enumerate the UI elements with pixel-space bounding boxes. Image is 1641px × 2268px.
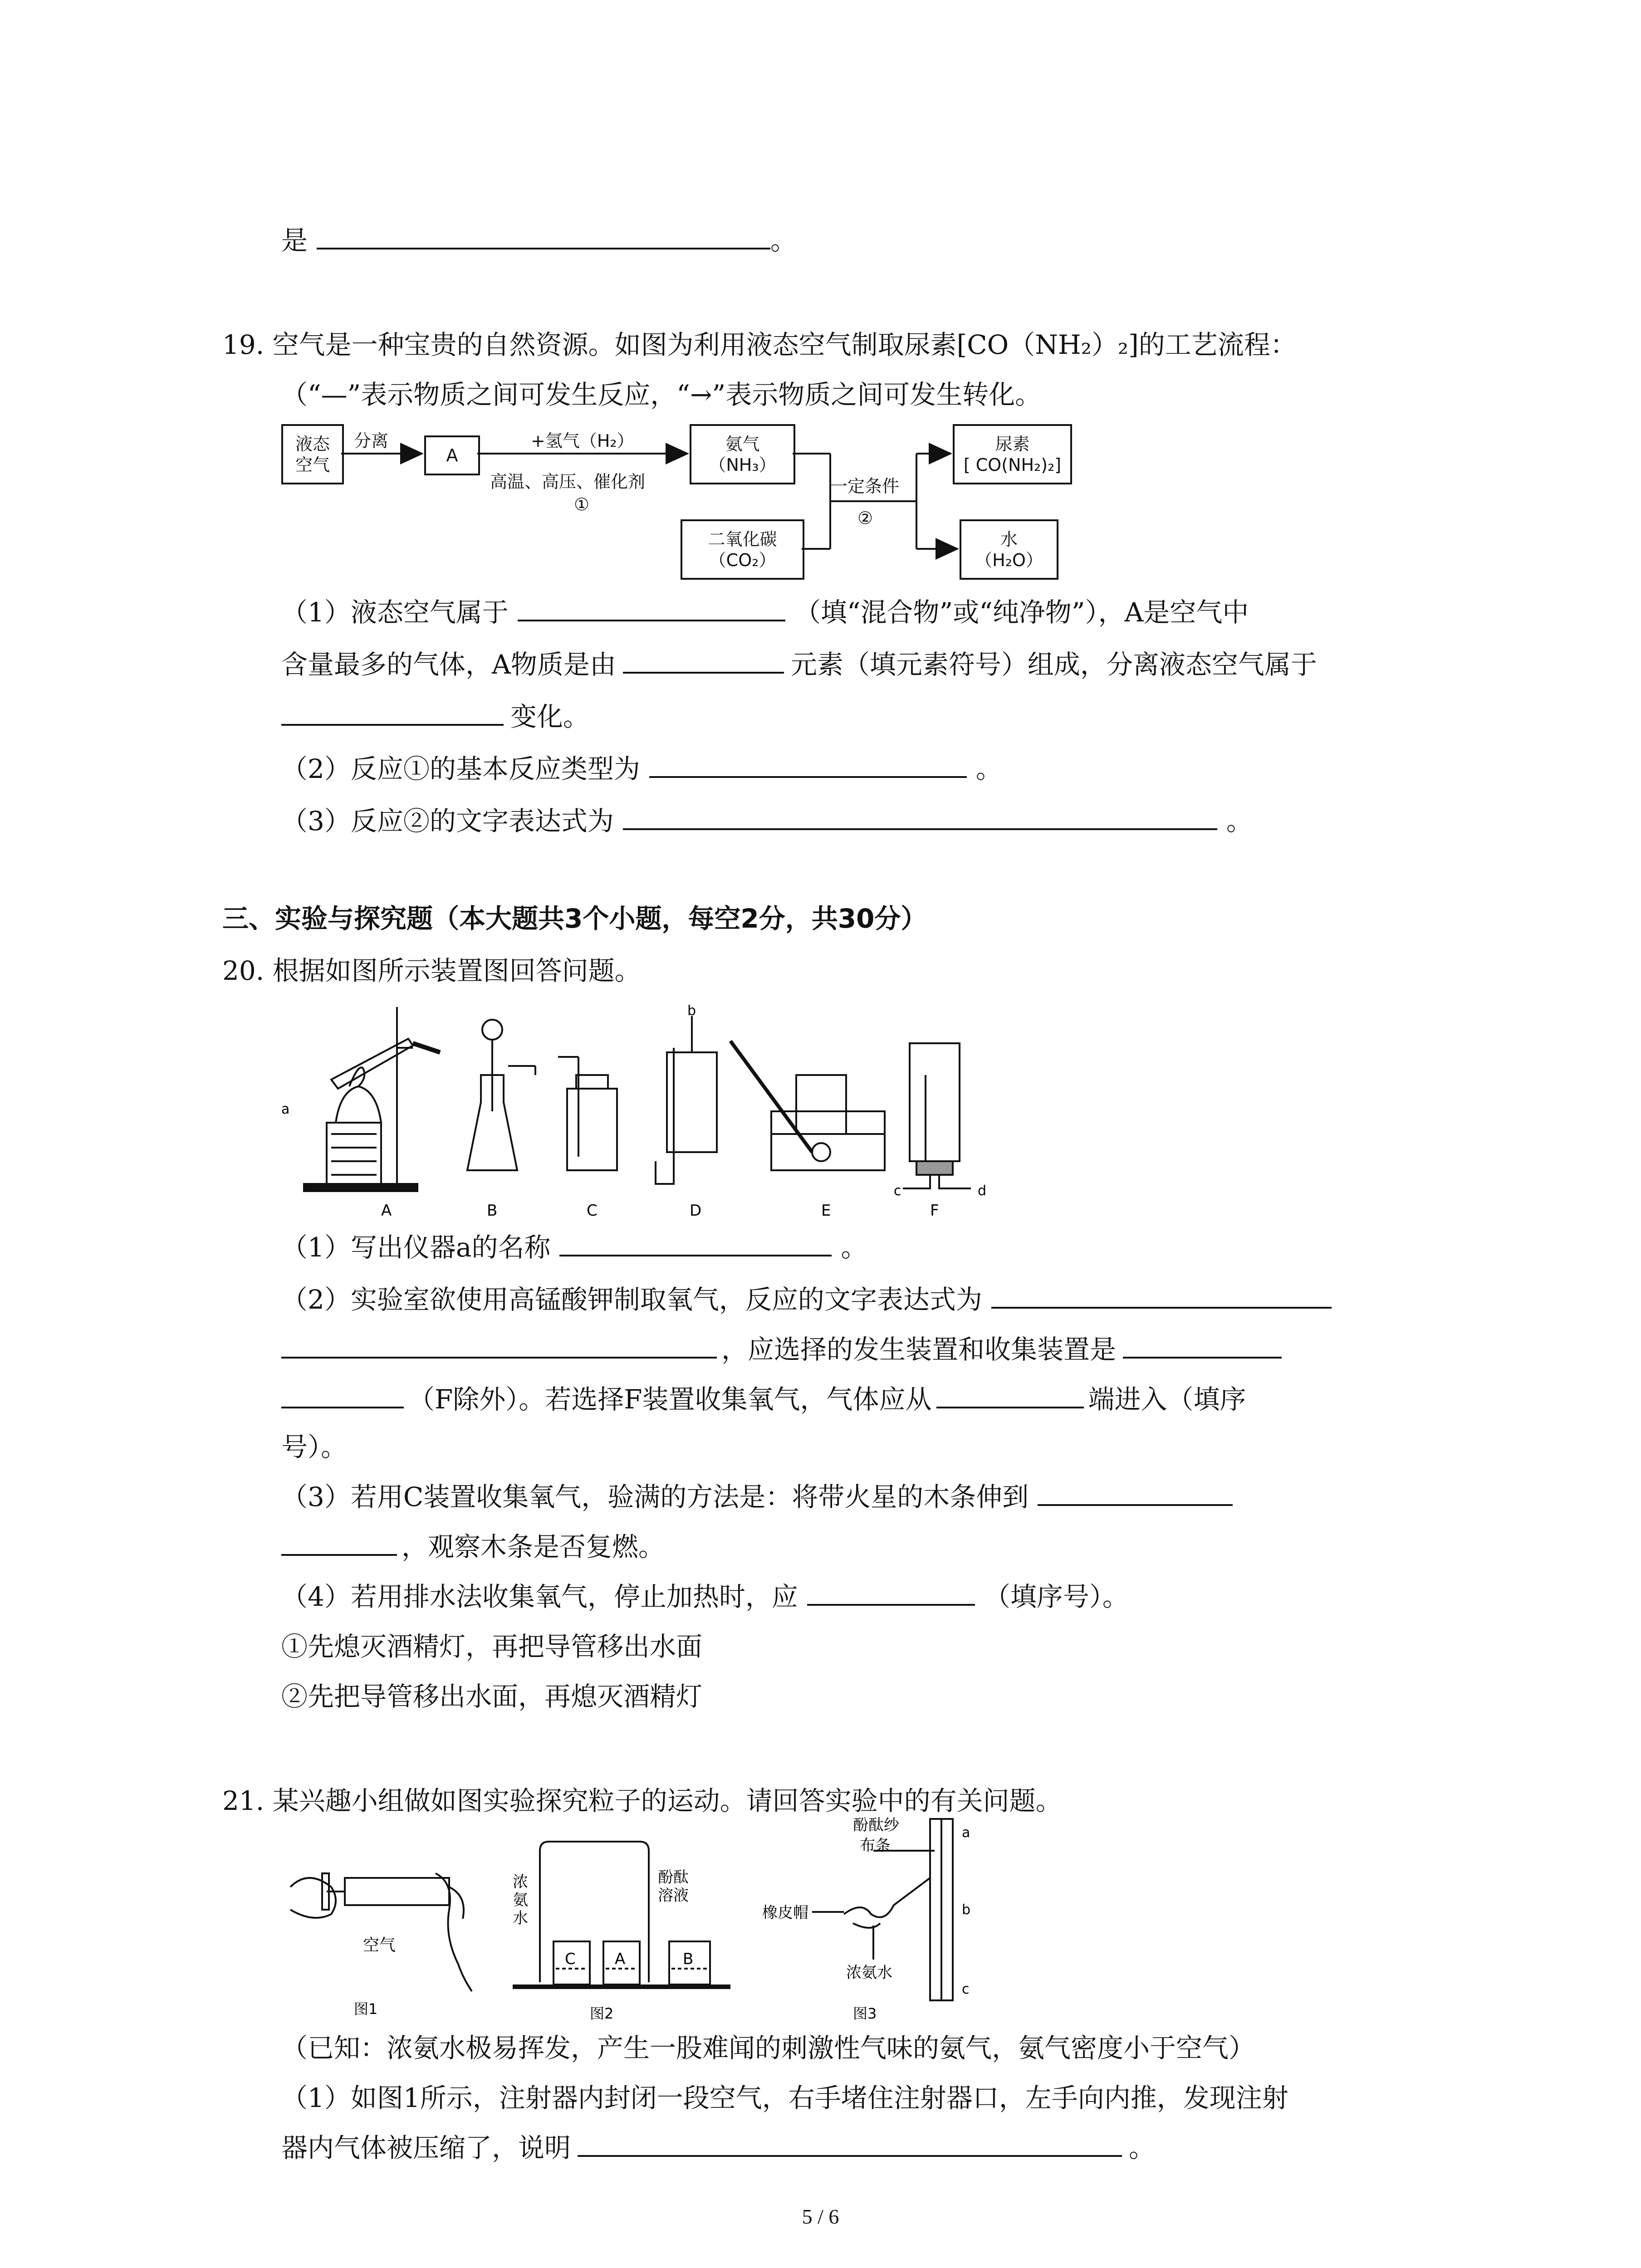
q20-apparatus-figure — [277, 1002, 1012, 1220]
answer-blank[interactable] — [518, 594, 785, 621]
q20-stem: 20. 根据如图所示装置图回答问题。 — [222, 955, 641, 986]
fig3-ammonia: 浓氨水 — [846, 1964, 892, 1982]
q21-part1-line2 — [281, 2130, 1155, 2166]
fig3-gauze: 酚酞纱 — [853, 1816, 899, 1834]
q20-part4 — [281, 1579, 1129, 1615]
q20-p3-b: ，观察木条是否复燃。 — [402, 1531, 665, 1562]
answer-blank[interactable] — [317, 222, 770, 249]
fig1-air: 空气 — [363, 1936, 396, 1955]
circle2-label: ② — [857, 508, 873, 528]
q19-p2: （2）反应①的基本反应类型为 — [281, 753, 640, 784]
liquid-air-label: 液态空气 — [295, 434, 330, 475]
q20-p3-a: （3）若用C装置收集氧气，验满的方法是：将带火星的木条伸到 — [281, 1481, 1029, 1512]
q19-stem-note: （“—”表示物质之间可发生反应，“→”表示物质之间可发生转化。 — [281, 379, 1042, 410]
fig2-ammonia: 氨 — [513, 1891, 528, 1909]
q20-part2-line3 — [281, 1381, 1246, 1418]
answer-blank[interactable] — [1038, 1479, 1233, 1506]
q19-part1-line2 — [281, 646, 1317, 683]
water-label: 水 — [1000, 529, 1018, 549]
mark-a: a — [281, 1101, 290, 1117]
q19-p1-a: （1）液态空气属于 — [281, 597, 509, 628]
answer-blank[interactable] — [623, 803, 1217, 830]
q18-end: 。 — [770, 225, 797, 256]
plus-h2-label: +氢气（H₂） — [531, 431, 634, 451]
q21-figure1 — [281, 1860, 481, 2028]
q19-p3: （3）反应②的文字表达式为 — [281, 806, 614, 836]
q20-p2-a: （2）实验室欲使用高锰酸钾制取氧气，反应的文字表达式为 — [281, 1284, 982, 1315]
q20-p2-c: （F除外）。若选择F装置收集氧气，气体应从 — [408, 1384, 932, 1415]
fig2-B: B — [683, 1950, 694, 1968]
section3-title: 三、实验与探究题（本大题共3个小题，每空2分，共30分） — [222, 903, 927, 934]
answer-blank[interactable] — [281, 1381, 404, 1408]
mark-d: d — [978, 1183, 987, 1199]
q18-answer-line — [281, 222, 797, 259]
water-formula: （H₂O） — [975, 550, 1043, 570]
label-F: F — [930, 1202, 939, 1220]
q20-p4: （4）若用排水法收集氧气，停止加热时，应 — [281, 1581, 798, 1612]
co2-formula: （CO₂） — [709, 550, 776, 570]
q21-p1-b: 器内气体被压缩了，说明 — [281, 2132, 571, 2163]
q20-part3-line2 — [281, 1529, 665, 1565]
q21-p1-end: 。 — [1129, 2132, 1156, 2163]
q20-p4-end: （填序号）。 — [984, 1581, 1129, 1612]
q20-p1-end: 。 — [841, 1232, 867, 1263]
ammonia-label: 氨气 — [725, 434, 760, 454]
page-number: 5 / 6 — [802, 2205, 839, 2228]
q19-p2-end: 。 — [975, 753, 1002, 784]
fig2-solution: 溶液 — [658, 1887, 689, 1905]
q21-figure3 — [762, 1810, 1016, 2028]
label-E: E — [821, 1202, 831, 1220]
q20-p2-d: 端进入（填序 — [1088, 1384, 1246, 1415]
flow-arrows — [272, 417, 1089, 590]
A-label: A — [446, 445, 458, 465]
answer-blank[interactable] — [1123, 1331, 1282, 1359]
separate-label: 分离 — [354, 431, 389, 451]
q21-part1-line1: （1）如图1所示，注射器内封闭一段空气，右手堵住注射器口，左手向内推，发现注射 — [281, 2082, 1288, 2113]
q21-figure2 — [495, 1837, 749, 2028]
label-B: B — [487, 1202, 498, 1220]
label-A: A — [381, 1202, 392, 1220]
q19-p1-d: 元素（填元素符号）组成，分离液态空气属于 — [790, 649, 1317, 680]
answer-blank[interactable] — [649, 751, 967, 778]
q20-p2-b: ，应选择的发生装置和收集装置是 — [721, 1334, 1117, 1365]
fig3-a: a — [962, 1825, 970, 1841]
q19-p3-end: 。 — [1226, 806, 1253, 836]
ammonia-formula: （NH₃） — [709, 455, 776, 475]
q19-part1-line3 — [281, 699, 589, 735]
answer-blank[interactable] — [281, 699, 504, 726]
answer-blank[interactable] — [991, 1281, 1332, 1309]
fig2-A: A — [615, 1950, 626, 1968]
answer-blank[interactable] — [281, 1331, 717, 1359]
fig1-caption: 图1 — [354, 2000, 378, 2018]
conditions-label: 高温、高压、催化剂 — [490, 472, 646, 492]
q20-part2-line2 — [281, 1331, 1282, 1368]
q18-lead: 是 — [281, 225, 308, 256]
q19-part2 — [281, 751, 1002, 787]
answer-blank[interactable] — [807, 1579, 975, 1606]
q20-part2-line1 — [281, 1281, 1332, 1318]
q20-option2: ②先把导管移出水面，再熄灭酒精灯 — [281, 1681, 703, 1712]
q20-option1: ①先熄灭酒精灯，再把导管移出水面 — [281, 1631, 703, 1662]
urea-label: 尿素 — [995, 434, 1030, 454]
fig3-b: b — [962, 1902, 971, 1918]
q19-p1-c: 含量最多的气体，A物质是由 — [281, 649, 616, 680]
answer-blank[interactable] — [559, 1229, 832, 1256]
answer-blank[interactable] — [936, 1381, 1084, 1408]
q20-part1 — [281, 1229, 867, 1266]
q19-p1-b: （填“混合物”或“纯净物”），A是空气中 — [794, 597, 1249, 628]
q21-stem: 21. 某兴趣小组做如图实验探究粒子的运动。请回答实验中的有关问题。 — [222, 1785, 1062, 1816]
fig3-strip: 布条 — [860, 1837, 891, 1855]
q20-part3-line1 — [281, 1479, 1233, 1515]
fig2-conc: 浓 — [513, 1873, 528, 1891]
condition2-label: 一定条件 — [830, 476, 900, 496]
urea-formula: [ CO(NH₂)₂] — [963, 455, 1062, 475]
fig3-rubber: 橡皮帽 — [762, 1904, 808, 1922]
fig3-caption: 图3 — [853, 2005, 877, 2022]
fig2-caption: 图2 — [590, 2005, 614, 2022]
q20-p1: （1）写出仪器a的名称 — [281, 1232, 551, 1263]
q20-part2-line4: 号）。 — [281, 1432, 348, 1462]
q19-p1-e: 变化。 — [510, 701, 590, 732]
answer-blank[interactable] — [281, 1529, 397, 1556]
fig2-phenol: 酚酞 — [658, 1868, 689, 1887]
co2-label: 二氧化碳 — [708, 529, 777, 549]
q19-part1-line1 — [281, 594, 1249, 631]
fig3-c: c — [962, 1981, 970, 1997]
answer-blank[interactable] — [623, 646, 784, 674]
mark-b: b — [687, 1003, 696, 1019]
mark-c: c — [894, 1183, 901, 1199]
label-D: D — [690, 1202, 702, 1220]
q19-part3 — [281, 803, 1253, 839]
fig2-water: 水 — [513, 1909, 528, 1927]
label-C: C — [587, 1202, 598, 1220]
answer-blank[interactable] — [578, 2130, 1122, 2157]
q21-known: （已知：浓氨水极易挥发，产生一股难闻的刺激性气味的氨气，氨气密度小于空气） — [281, 2033, 1255, 2063]
circle1-label: ① — [574, 494, 590, 514]
fig2-C: C — [565, 1950, 576, 1968]
q19-stem: 19. 空气是一种宝贵的自然资源。如图为利用液态空气制取尿素[CO（NH₂）₂]的工艺流程： — [222, 329, 1297, 360]
